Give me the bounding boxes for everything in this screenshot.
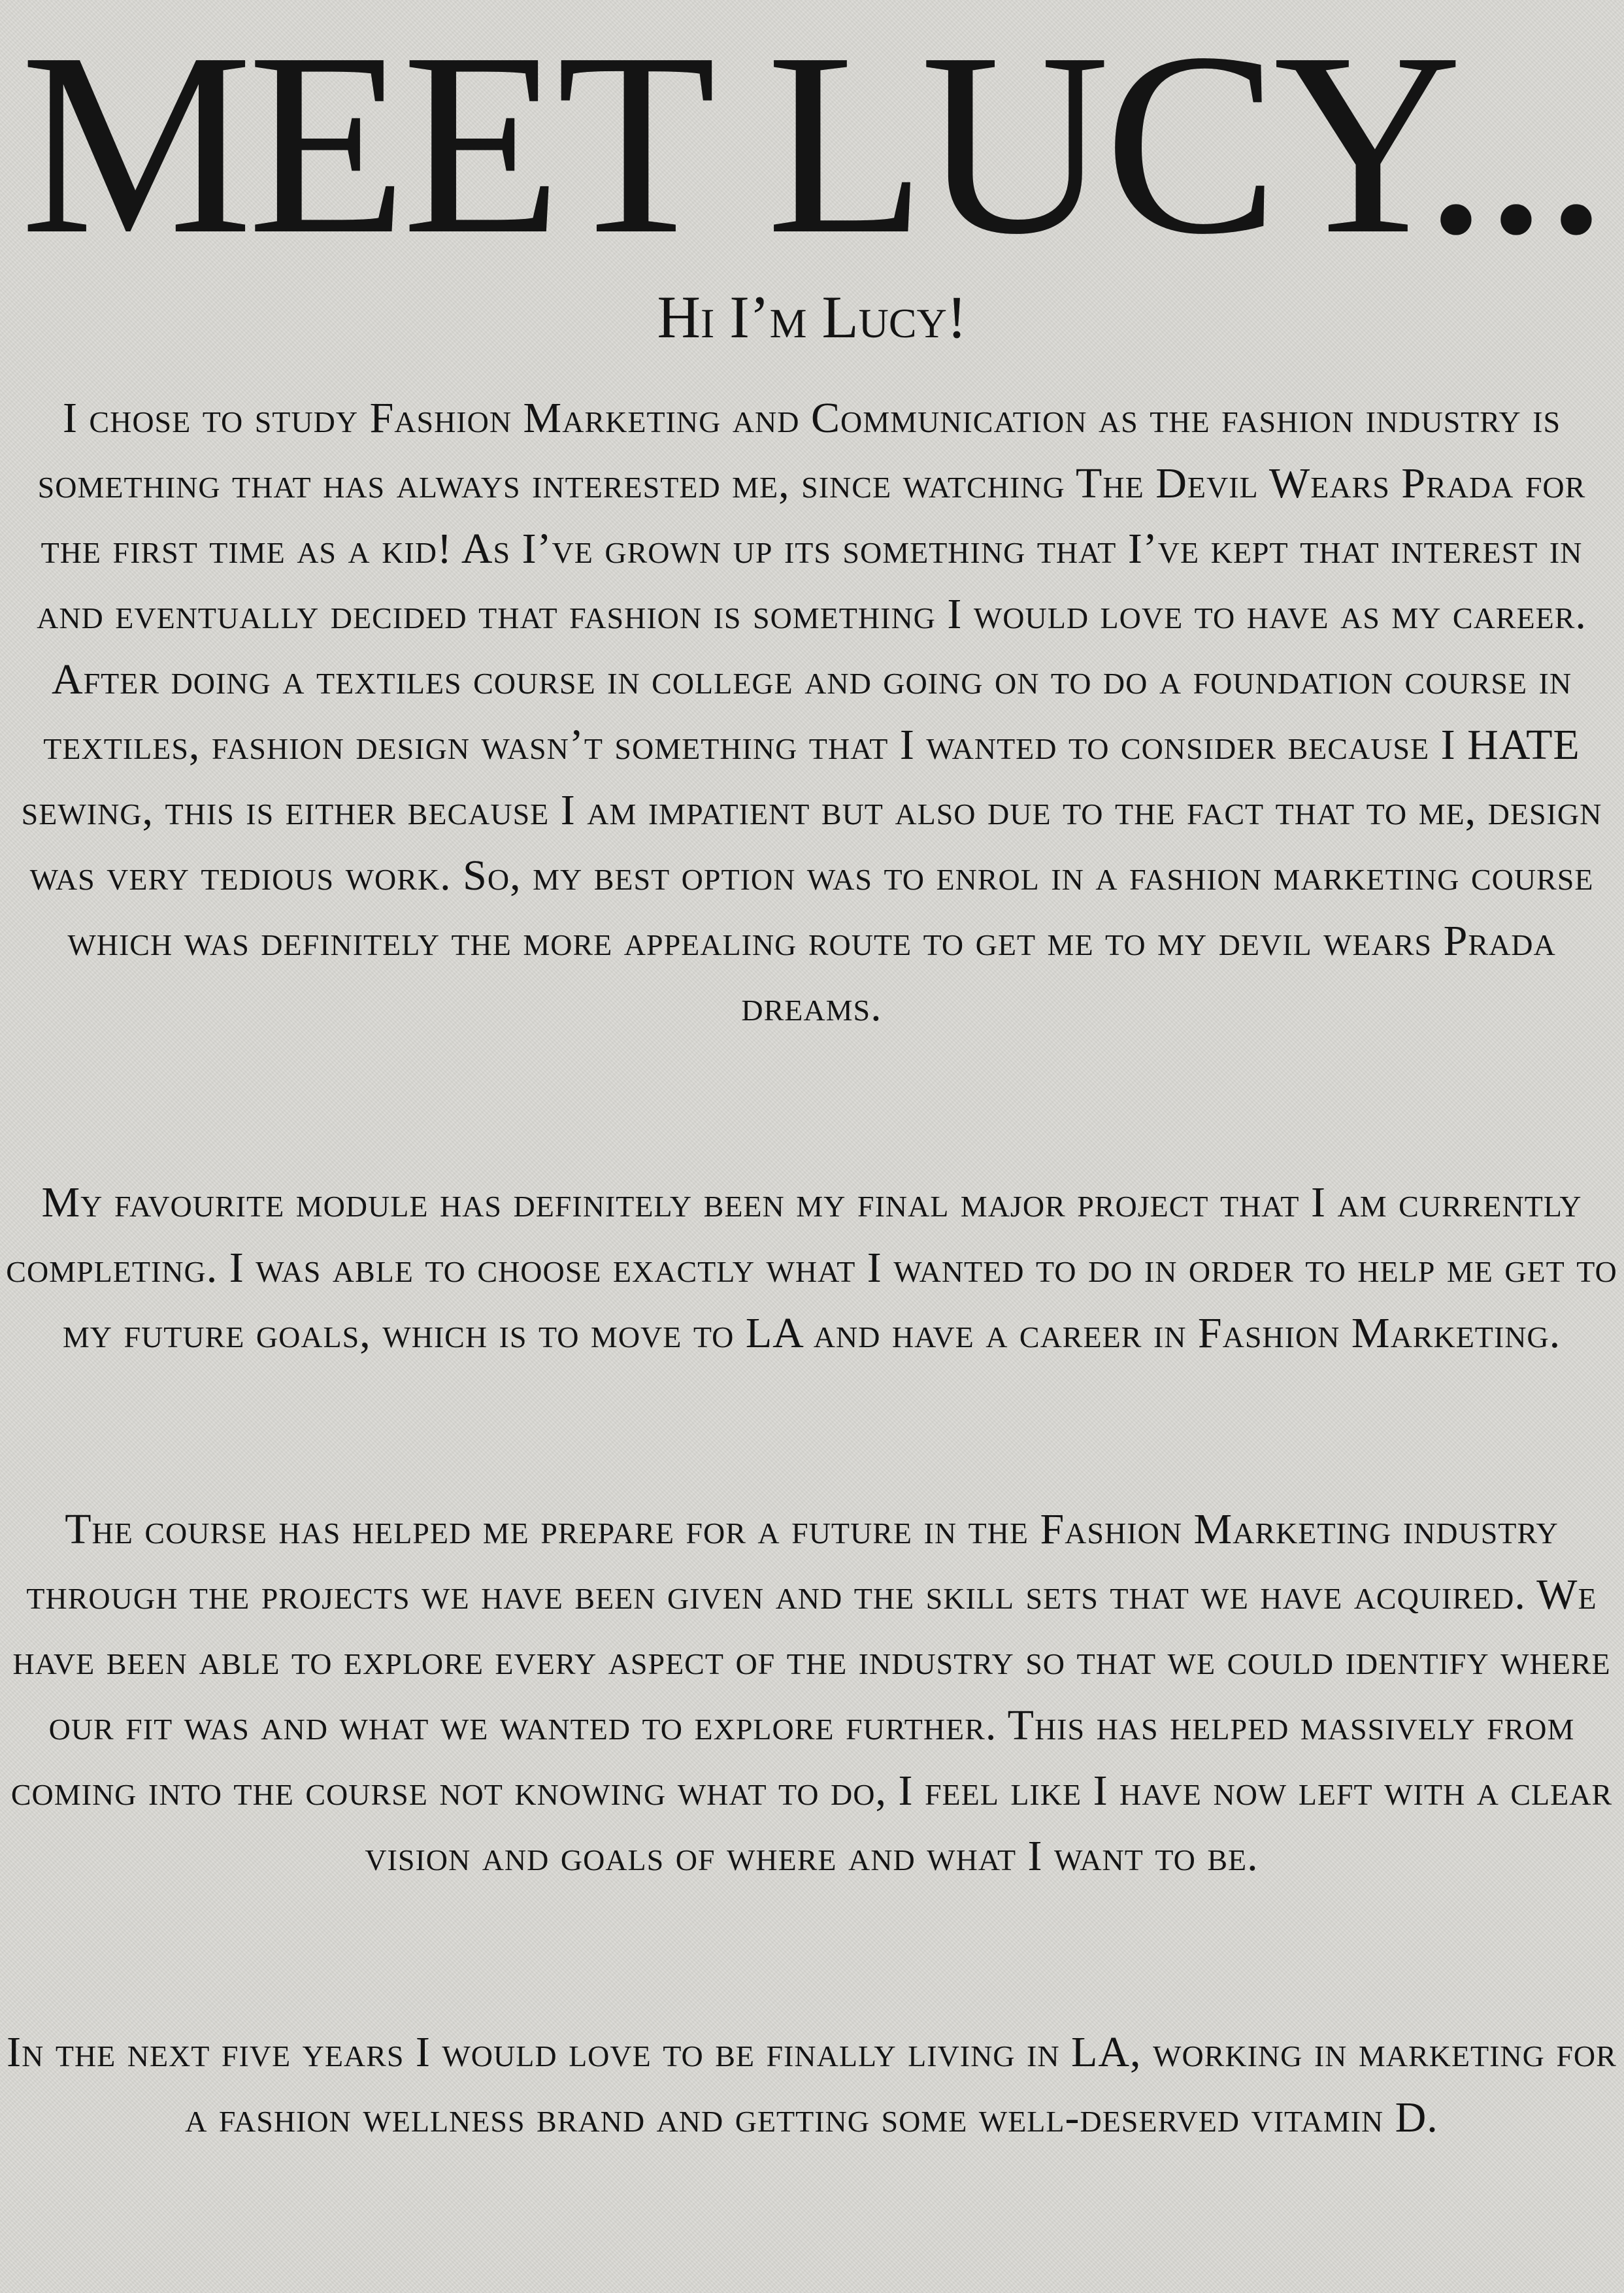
paragraph-five-year-goals: In the next five years I would love to be finally living in LA, working in marketing for a fashion wellness brand and getting some well-deserved vitamin D. <box>7 2028 1617 2141</box>
page-title: MEET LUCY... <box>20 0 1604 288</box>
greeting-heading: Hi I’m Lucy! <box>657 284 967 350</box>
paragraph-course-choice: I chose to study Fashion Marketing and Communication as the fashion industry is something that has always interested me, since watching The Devil Wears Prada for the first time as a kid! As I’ve grown up its something that I’ve kept that interest in and eventually decided that fashion is something I would love to have as my career. After doing a textiles course in college and going on to do a foundation course in textiles, fashion design wasn’t something that I wanted to consider because I HATE sewing, this is either because I am impatient but also due to the fact that to me, design was very tedious work. So, my best option was to enrol in a fashion marketing course which was definitely the more appealing route to get me to my devil wears Prada dreams. <box>21 394 1602 1030</box>
paragraph-favourite-module: My favourite module has definitely been my final major project that I am currently completing. I was able to choose exactly what I wanted to do in order to help me get to my future goals, which is to move to LA and have a career in Fashion Marketing. <box>6 1179 1617 1357</box>
paragraph-course-impact: The course has helped me prepare for a future in the Fashion Marketing industry through the projects we have been given and the skill sets that we have acquired. We have been able to explore every aspect of the industry so that we could identify where our fit was and what we wanted to explore further. This has helped massively from coming into the course not knowing what to do, I feel like I have now left with a clear vision and goals of where and what I want to be. <box>10 1505 1613 1880</box>
